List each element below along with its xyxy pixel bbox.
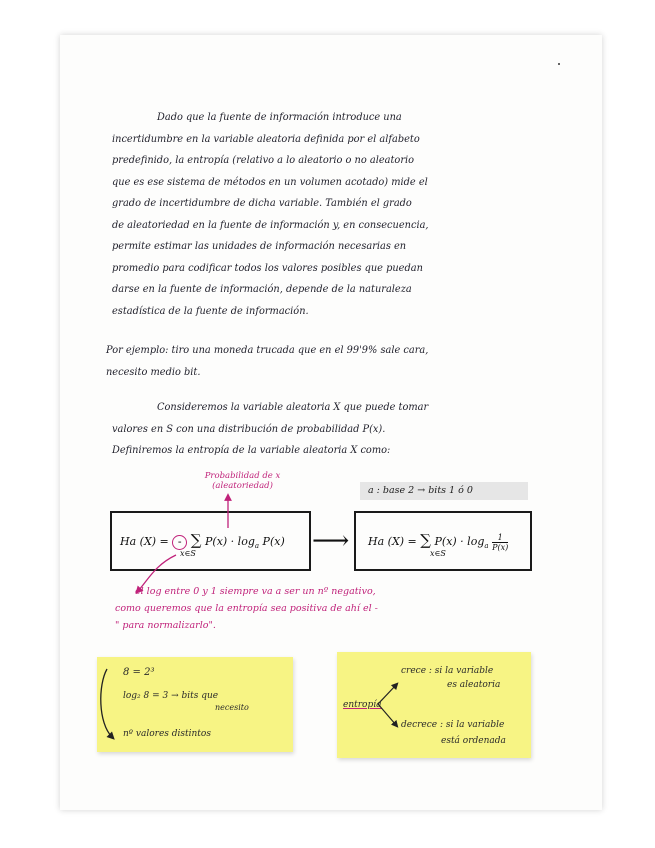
comment-line: como queremos que la entropía sea positiva de ahí el - [115, 603, 378, 614]
sum-subscript: x∈S [180, 549, 196, 558]
right-arrow-icon: ⟶ [312, 526, 350, 556]
text-line: grado de incertidumbre de dicha variable. También el grado [112, 198, 412, 209]
sum-symbol: ∑ [420, 531, 431, 549]
text-line: permite estimar las unidades de información necesarias en [112, 241, 407, 252]
formula-lhs: Ha (X) = [368, 535, 417, 548]
text-line: de aleatoriedad en la fuente de información y, en consecuencia, [112, 219, 429, 231]
paragraph-example [106, 340, 526, 383]
sticky-text: es aleatoria [447, 680, 501, 690]
sum-subscript: x∈S [430, 549, 446, 558]
formula-tail: P(x) [259, 535, 285, 548]
fraction-denominator: P(x) [492, 542, 509, 552]
paragraph-entropy-intro [112, 107, 532, 322]
circled-minus-sign: - [172, 535, 187, 550]
text-line: Definiremos la entropía de la variable aleatoria X como: [112, 445, 391, 456]
sum-symbol: ∑ [190, 531, 202, 549]
log-base: a [484, 542, 489, 551]
comment-line: " para normalizarlo". [115, 620, 216, 631]
sticky-text: nº valores distintos [123, 729, 211, 739]
comment-line: el log entre 0 y 1 siempre va a ser un nº negativo, [135, 586, 376, 597]
sticky-text: log₂ 8 = 3 → bits que [123, 691, 219, 701]
sticky-note-entropy [337, 652, 531, 758]
text-line: estadística de la fuente de información. [112, 305, 309, 317]
text-line: Consideremos la variable aleatoria X que puede tomar [157, 402, 429, 413]
entropy-formula-box [110, 511, 311, 571]
text-line: Por ejemplo: tiro una moneda trucada que en el 99'9% sale cara, [106, 345, 429, 356]
text-line: Dado que la fuente de información introduce una [157, 112, 402, 123]
text-line: necesito medio bit. [106, 366, 201, 378]
sticky-text: entropía [343, 700, 382, 710]
text-line: predefinido, la entropía (relativo a lo aleatorio o no aleatorio [112, 155, 415, 166]
paragraph-definition [112, 397, 532, 462]
fraction [492, 533, 508, 552]
sticky-text: decrece : si la variable [401, 720, 505, 730]
log-base: a [254, 542, 260, 551]
base-note: a : base 2 → bits 1 ó 0 [360, 482, 528, 500]
text-line: promedio para codificar todos los valores posibles que puedan [112, 262, 423, 274]
sticky-text: 8 = 2³ [123, 667, 155, 678]
probability-annotation [200, 471, 285, 491]
annotation-line: Probabilidad de x [204, 471, 281, 481]
fraction-numerator: 1 [492, 533, 508, 543]
ink-dot [558, 63, 560, 65]
text-line: incertidumbre en la variable aleatoria definida por el alfabeto [112, 133, 420, 145]
formula-lhs: Ha (X) = [120, 535, 169, 548]
notebook-page [60, 35, 602, 810]
text-line: que es ese sistema de métodos en un volumen acotado) mide el [112, 176, 428, 188]
sticky-text: necesito [215, 703, 249, 712]
text-line: darse en la fuente de información, depende de la naturaleza [112, 284, 412, 295]
sticky-text: está ordenada [441, 736, 506, 746]
annotation-line: (aleatoriedad) [212, 481, 273, 491]
entropy-formula [120, 531, 285, 550]
entropy-formula-normalized-box [354, 511, 532, 571]
text-line: valores en S con una distribución de probabilidad P(x). [112, 423, 386, 435]
sticky-text: crece : si la variable [401, 666, 494, 676]
formula-body: P(x) · log [205, 535, 255, 548]
formula-body: P(x) · log [434, 535, 485, 548]
sticky-note-bits [97, 657, 293, 752]
log-explanation-comment [115, 583, 545, 634]
